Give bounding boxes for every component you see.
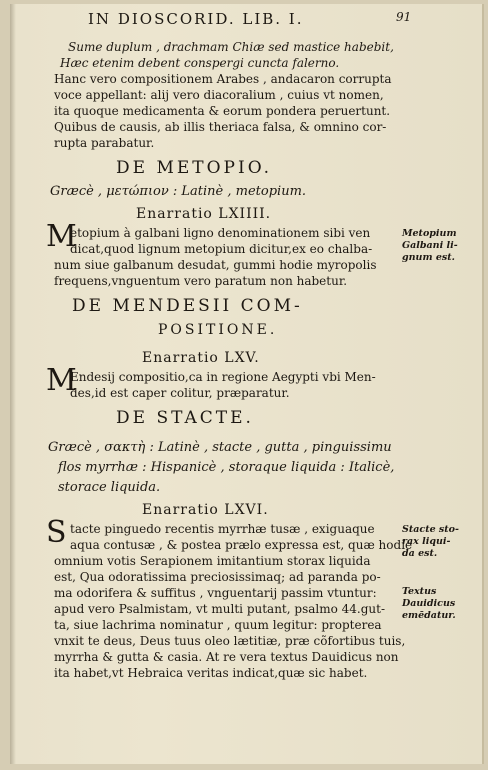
running-head: IN DIOSCORID. LIB. I. (88, 10, 304, 28)
text-line: etopium à galbani ligno denominationem sibi ven (70, 226, 371, 240)
text-line: Hanc vero compositionem Arabes , andacaron corrupta (54, 72, 392, 86)
section-heading-stacte: DE STACTE. (116, 408, 254, 428)
text-line: frequens,vnguentum vero paratum non habetur. (54, 274, 348, 288)
section-heading-mendesii: DE MENDESII COM- (72, 296, 303, 316)
section-heading-metopio: DE METOPIO. (116, 158, 273, 178)
text-line: apud vero Psalmistam, vt multi putant, psalmo 44.gut- (54, 602, 386, 616)
enarratio-heading: Enarratio LXIIII. (136, 206, 272, 222)
text-line: des,id est caper colitur, præparatur. (70, 386, 290, 400)
page-number: 91 (396, 10, 412, 24)
text-line: Quibus de causis, ab illis theriaca falsa, & omnino cor- (54, 120, 387, 134)
text-line: tacte pinguedo recentis myrrhæ tusæ , exiguaque (70, 522, 375, 536)
drop-cap: M (46, 363, 77, 398)
drop-cap: S (46, 515, 67, 550)
text-line: ta, siue lachrima nominatur , quum legitur: propterea (54, 618, 382, 632)
drop-cap: M (46, 219, 77, 254)
text-line: rupta parabatur. (54, 136, 155, 150)
text-line: Endesij compositio,ca in regione Aegypti vbi Men- (70, 370, 376, 384)
greek-latin-names: storace liquida. (58, 480, 161, 495)
text-line: ita habet,vt Hebraica veritas indicat,quæ sic habet. (54, 666, 368, 680)
text-line: ma odorifera & suffitus , vnguentarij passim vtuntur: (54, 586, 377, 600)
text-line: num siue galbanum desudat, gummi hodie myropolis (54, 258, 377, 272)
text-line: myrrha & gutta & casia. At re vera textus Dauidicus non (54, 650, 399, 664)
text-line: dicat,quod lignum metopium dicitur,ex eo chalba- (70, 242, 373, 256)
text-line: ita quoque medicamenta & eorum pondera peruertunt. (54, 104, 391, 118)
text-line: voce appellant: alij vero diacoralium , cuius vt nomen, (54, 88, 384, 102)
margin-note: Stacte sto- rax liqui- da est. (402, 524, 459, 559)
text-line: omnium votis Serapionem imitantium storax liquida (54, 554, 371, 568)
verse-line: Hæc etenim debent conspergi cuncta falerno. (60, 56, 340, 70)
greek-latin-names: flos myrrhæ : Hispanicè , storaque liquida : Italicè, (58, 460, 395, 475)
text-line: vnxit te deus, Deus tuus oleo lætitiæ, præ cõfortibus tuis, (54, 634, 406, 648)
margin-note: Textus Dauidicus emēdatur. (402, 586, 456, 621)
enarratio-heading: Enarratio LXVI. (142, 502, 269, 518)
verse-line: Sume duplum , drachmam Chiæ sed mastice habebit, (68, 40, 394, 54)
margin-note: Metopium Galbani li- gnum est. (402, 228, 458, 263)
text-line: est, Qua odoratissima preciosissimaq; ad paranda po- (54, 570, 381, 584)
greek-latin-names: Græcè , μετώπιον : Latinè , metopium. (50, 184, 307, 199)
enarratio-heading: Enarratio LXV. (142, 350, 260, 366)
greek-latin-names: Græcè , σακτὴ : Latinè , stacte , gutta , pinguissimu (48, 440, 392, 455)
text-line: aqua contusæ , & postea prælo expressa est, quæ hodie (70, 538, 413, 552)
section-heading-mendesii-cont: POSITIONE. (158, 322, 278, 338)
book-page (10, 4, 484, 764)
